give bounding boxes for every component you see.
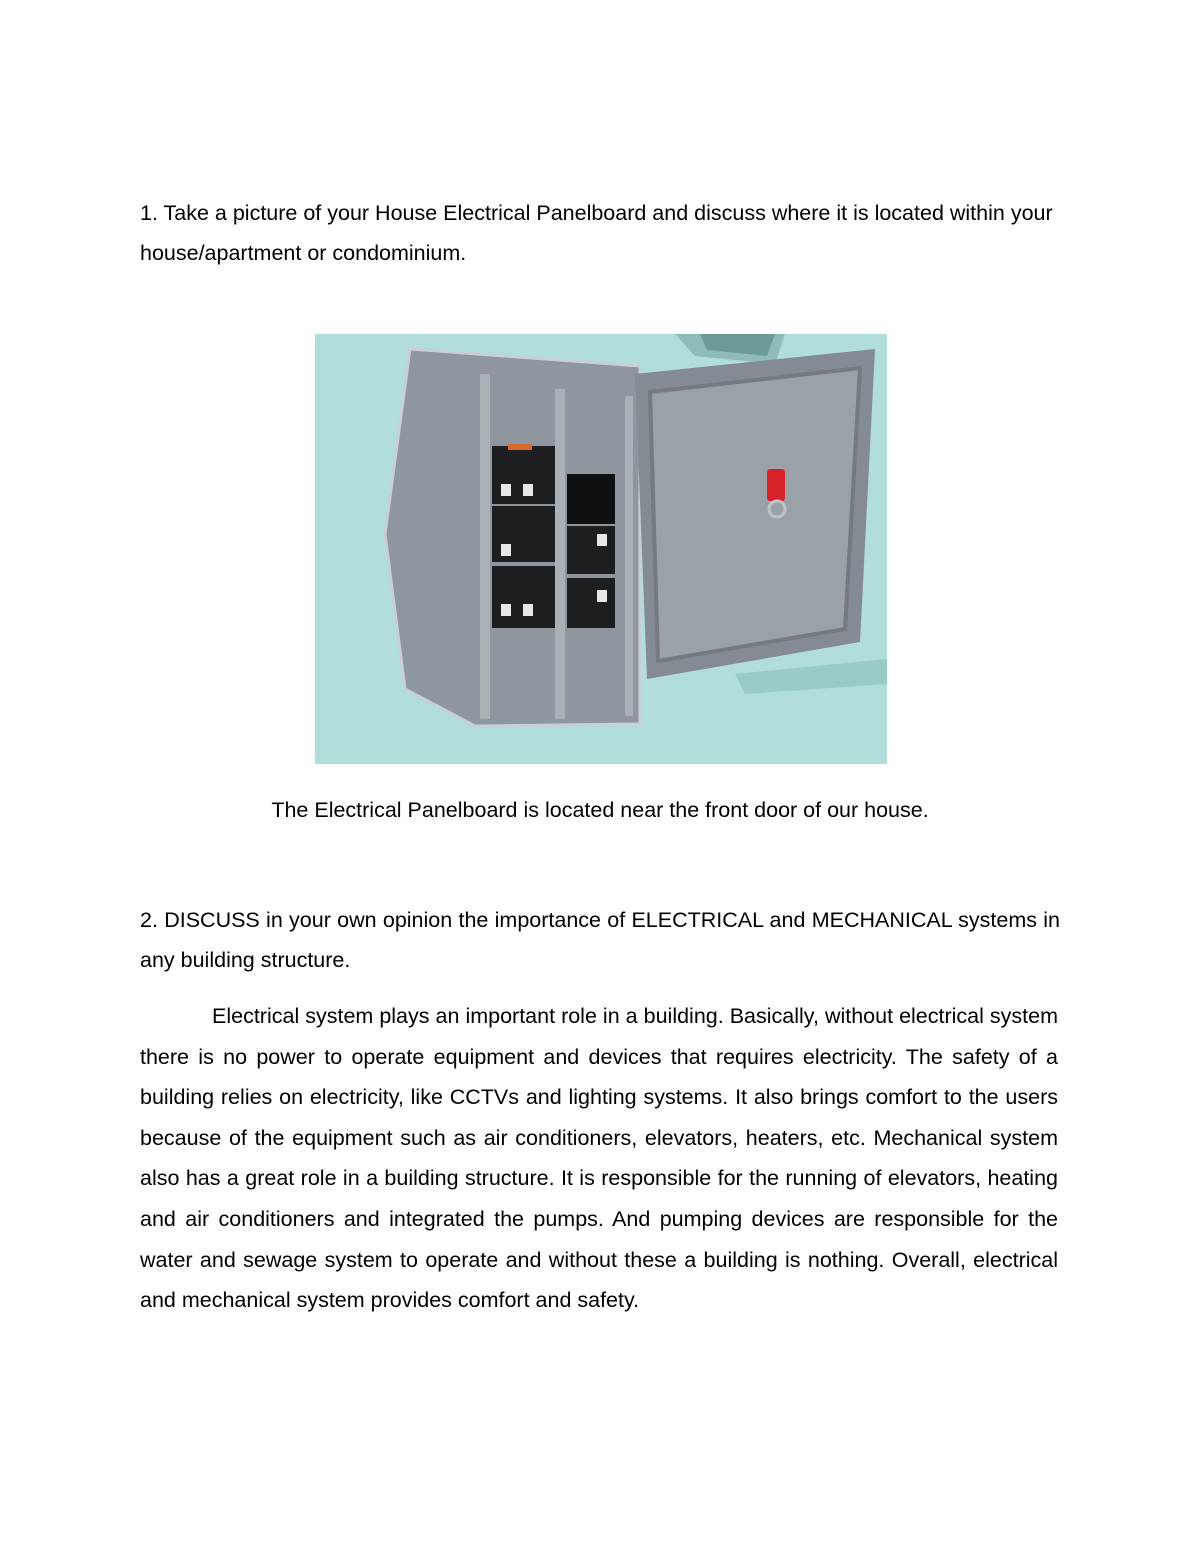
answer-paragraph: Electrical system plays an important role in a building. Basically, without electrical system there is no power to operate equipment and devices that requires electricity. The safety of a building relies on electricity, like CCTVs and lighting systems. It also brings comfort to the users because of the equipment such as air conditioners, elevators, heaters, etc. Mechanical system also has a great role in a building structure. It is responsible for the running of elevators, heating and air conditioners and integrated the pumps. And pumping devices are responsible for the water and sewage system to operate and without these a building is nothing. Overall, electrical and mechanical system provides comfort and safety. xyxy=(140,1004,1058,1313)
electrical-panelboard-photo xyxy=(315,334,887,764)
question-1: 1. Take a picture of your House Electrical Panelboard and discuss where it is located within your house/apartment or condominium. xyxy=(140,201,1053,265)
question-2: 2. DISCUSS in your own opinion the importance of ELECTRICAL and MECHANICAL systems in any building structure. xyxy=(140,908,1060,972)
photo-caption: The Electrical Panelboard is located near the front door of our house. xyxy=(271,798,929,822)
